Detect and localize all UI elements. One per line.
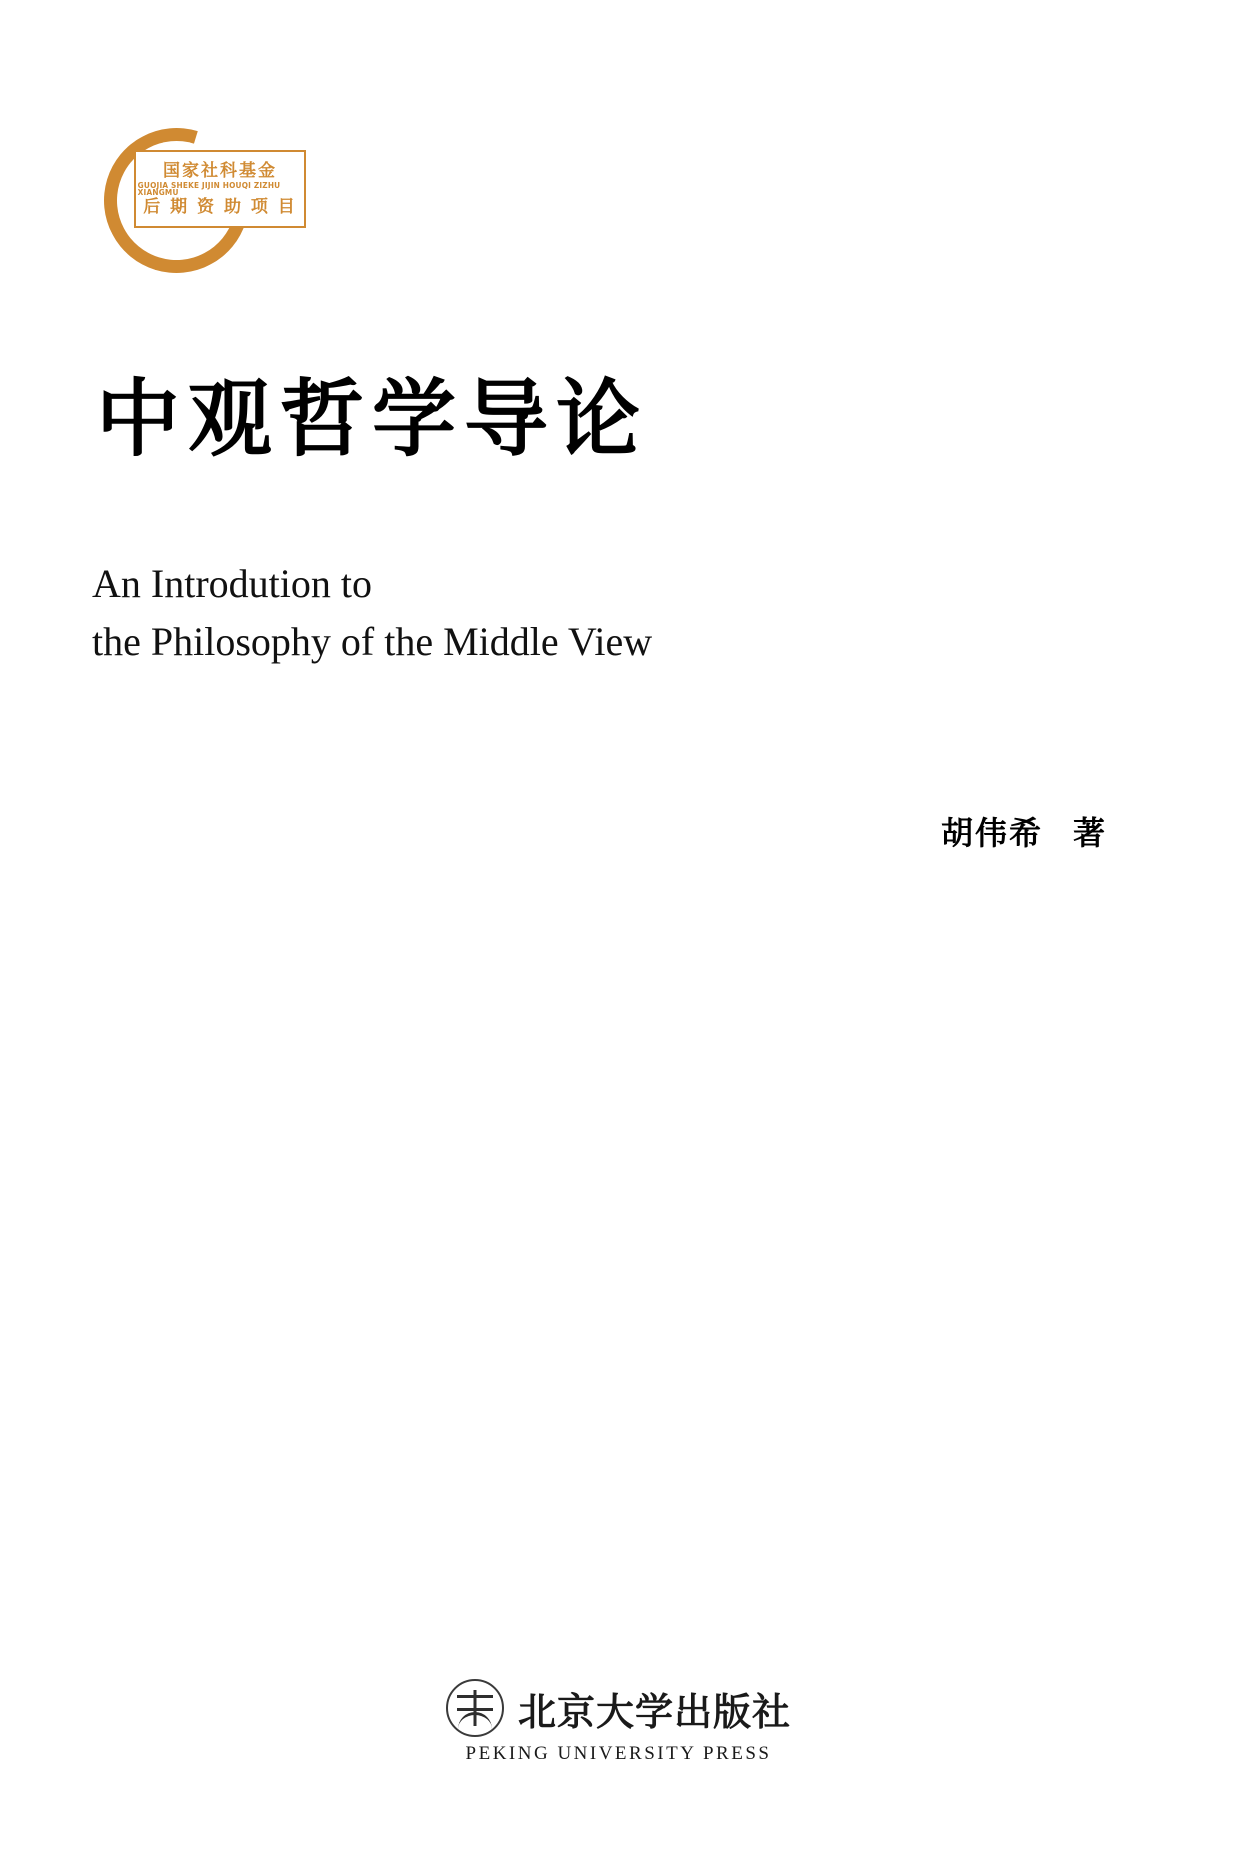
author-block	[941, 808, 1107, 854]
seal-text-box	[134, 150, 306, 228]
funding-program-seal	[104, 128, 309, 273]
subtitle-line-2: the Philosophy of the Middle View	[92, 619, 653, 664]
page-title-chinese: 中观哲学导论	[96, 370, 649, 468]
seal-line-secondary: 后 期 资 助 项 目	[143, 196, 297, 217]
publisher-name-chinese: 北京大学出版社	[517, 1689, 791, 1734]
seal-line-pinyin: GUOJIA SHEKE JIJIN HOUQI ZIZHU XIANGMU	[137, 180, 281, 197]
publisher-name-english: PEKING UNIVERSITY PRESS	[465, 1743, 772, 1764]
publisher-block	[0, 1679, 1237, 1765]
author-role: 著	[1072, 814, 1107, 852]
publisher-row	[446, 1679, 791, 1737]
peking-university-seal-icon	[446, 1679, 504, 1737]
subtitle-line-1: An Introdution to	[92, 561, 372, 606]
seal-line-primary: 国家社科基金	[163, 160, 277, 181]
author-name: 胡伟希	[940, 814, 1043, 852]
page-subtitle-english	[92, 555, 652, 671]
